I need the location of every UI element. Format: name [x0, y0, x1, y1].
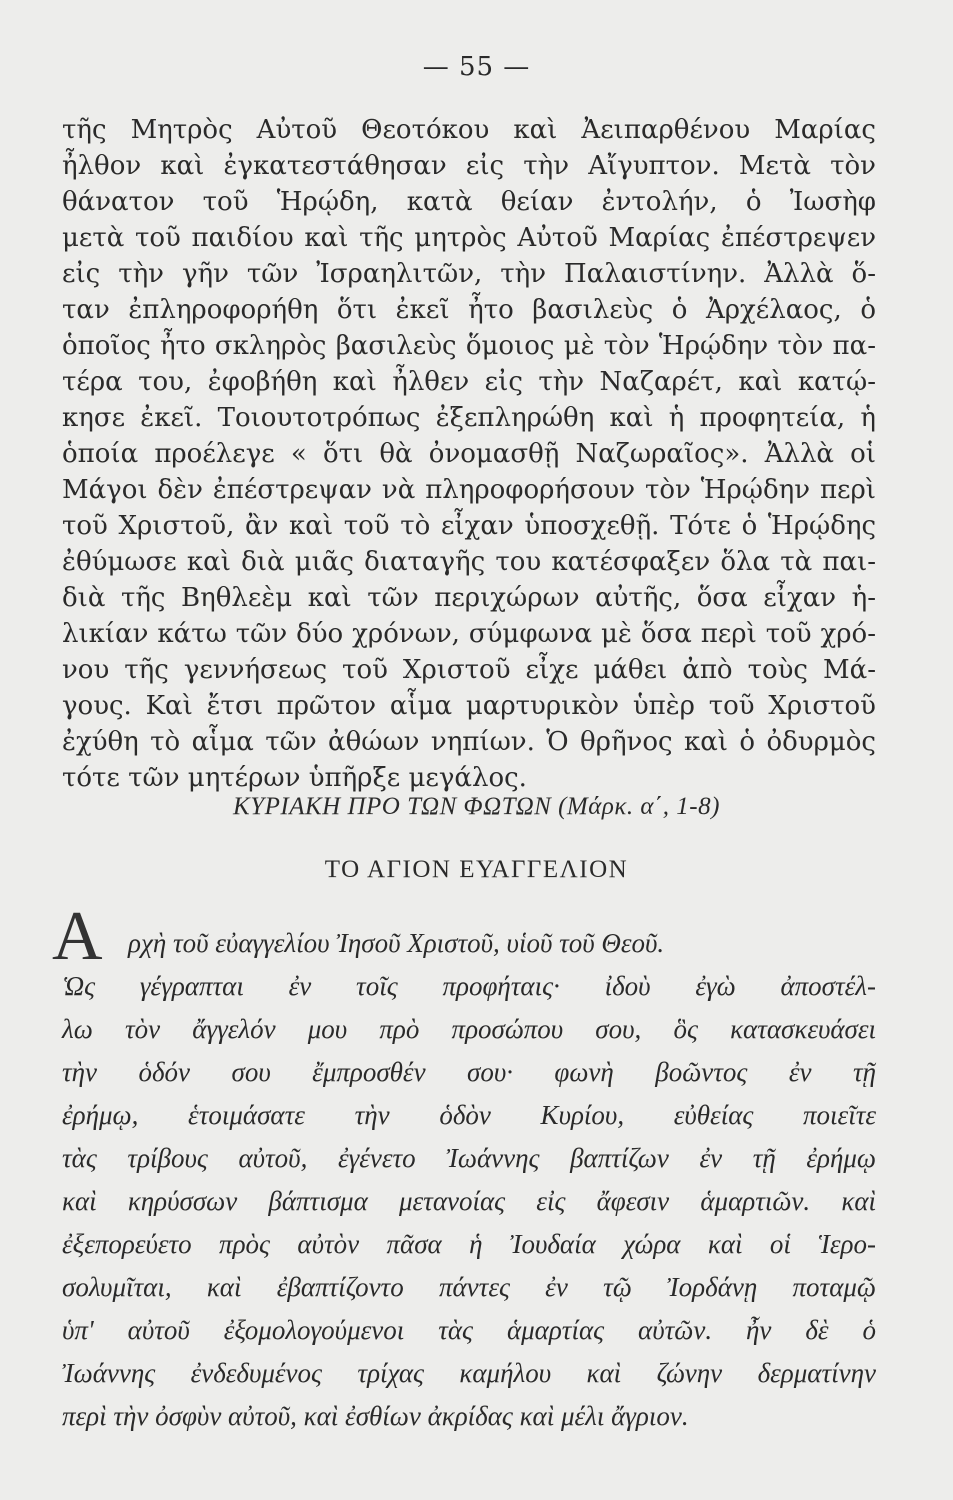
drop-cap: Α	[52, 898, 103, 975]
section-heading: ΚΥΡΙΑΚΗ ΠΡΟ ΤΩΝ ΦΩΤΩΝ (Μάρκ. α΄, 1-8)	[233, 793, 720, 820]
text-line: Μάγοι δὲν ἐπέστρεψαν νὰ πληροφορήσουν τὸν Ἡρῴδην περὶ	[62, 475, 876, 505]
text-line: κησε ἐκεῖ. Τοιουτοτρόπως ἐξεπληρώθη καὶ ἡ προφητεία, ἡ	[62, 403, 876, 433]
text-line: ὁποῖος ἦτο σκληρὸς βασιλεὺς ὅμοιος μὲ τὸν Ἡρῴδην τὸν πα-	[62, 331, 876, 361]
text-line: τέρα του, ἐφοβήθη καὶ ἦλθεν εἰς τὴν Ναζαρέτ, καὶ κατῴ-	[62, 367, 876, 397]
text-line: εἰς τὴν γῆν τῶν Ἰσραηλιτῶν, τὴν Παλαιστίνην. Ἀλλὰ ὅ-	[62, 259, 876, 289]
text-line: μετὰ τοῦ παιδίου καὶ τῆς μητρὸς Αὐτοῦ Μαρίας ἐπέστρεψεν	[62, 223, 876, 253]
gospel-line: περὶ τὴν ὀσφὺν αὐτοῦ, καὶ ἐσθίων ἀκρίδας καὶ μέλι ἄγριον.	[62, 1401, 689, 1431]
text-line: νου τῆς γεννήσεως τοῦ Χριστοῦ εἶχε μάθει ἀπὸ τοὺς Μά-	[62, 655, 876, 685]
text-line: τοῦ Χριστοῦ, ἂν καὶ τοῦ τὸ εἶχαν ὑποσχεθῇ. Τότε ὁ Ἡρῴδης	[62, 511, 876, 541]
text-line: τῆς Μητρὸς Αὐτοῦ Θεοτόκου καὶ Ἀειπαρθένου Μαρίας	[62, 115, 876, 145]
text-line: ἐχύθη τὸ αἷμα τῶν ἀθώων νηπίων. Ὁ θρῆνος καὶ ὁ ὀδυρμὸς	[62, 727, 876, 757]
gospel-line: ἐρήμῳ, ἑτοιμάσατε τὴν ὁδὸν Κυρίου, εὐθείας ποιεῖτε	[62, 1100, 876, 1130]
page-number: — 55 —	[422, 52, 531, 82]
text-line: ἦλθον καὶ ἐγκατεστάθησαν εἰς τὴν Αἴγυπτον. Μετὰ τὸν	[62, 151, 876, 181]
section-subheading: ΤΟ ΑΓΙΟΝ ΕΥΑΓΓΕΛΙΟΝ	[324, 856, 629, 883]
gospel-line: τὴν ὁδόν σου ἔμπροσθέν σου· φωνὴ βοῶντος ἐν τῇ	[62, 1057, 876, 1087]
text-line: ταν ἐπληροφορήθη ὅτι ἐκεῖ ἦτο βασιλεὺς ὁ Ἀρχέλαος, ὁ	[62, 295, 876, 325]
gospel-line: σολυμῖται, καὶ ἐβαπτίζοντο πάντες ἐν τῷ Ἰορδάνῃ ποταμῷ	[62, 1272, 876, 1302]
gospel-line: ὑπ' αὐτοῦ ἐξομολογούμενοι τὰς ἁμαρτίας αὐτῶν. ἦν δὲ ὁ	[62, 1315, 876, 1345]
text-line: ὁποία προέλεγε « ὅτι θὰ ὀνομασθῇ Ναζωραῖος». Ἀλλὰ οἱ	[62, 439, 876, 469]
gospel-line: καὶ κηρύσσων βάπτισμα μετανοίας εἰς ἄφεσιν ἁμαρτιῶν. καὶ	[62, 1186, 876, 1216]
gospel-line: Ἰωάννης ἐνδεδυμένος τρίχας καμήλου καὶ ζώνην δερματίνην	[62, 1358, 876, 1388]
text-line: ἐθύμωσε καὶ διὰ μιᾶς διαταγῆς του κατέσφαξεν ὅλα τὰ παι-	[62, 547, 876, 577]
gospel-line: ἐξεπορεύετο πρὸς αὐτὸν πᾶσα ἡ Ἰουδαία χώρα καὶ οἱ Ἱερο-	[62, 1229, 876, 1259]
gospel-line: ρχὴ τοῦ εὐαγγελίου Ἰησοῦ Χριστοῦ, υἱοῦ τοῦ Θεοῦ.	[128, 928, 665, 958]
text-line: λικίαν κάτω τῶν δύο χρόνων, σύμφωνα μὲ ὅσα περὶ τοῦ χρό-	[62, 619, 876, 649]
text-line: διὰ τῆς Βηθλεὲμ καὶ τῶν περιχώρων αὐτῆς, ὅσα εἶχαν ἡ-	[62, 583, 876, 613]
gospel-line: τὰς τρίβους αὐτοῦ, ἐγένετο Ἰωάννης βαπτίζων ἐν τῇ ἐρήμῳ	[62, 1143, 876, 1173]
text-line: γους. Καὶ ἔτσι πρῶτον αἷμα μαρτυρικὸν ὑπὲρ τοῦ Χριστοῦ	[62, 691, 876, 721]
text-line: θάνατον τοῦ Ἡρῴδη, κατὰ θείαν ἐντολήν, ὁ Ἰωσὴφ	[62, 187, 876, 217]
text-line: τότε τῶν μητέρων ὑπῆρξε μεγάλος.	[62, 763, 527, 793]
gospel-line: Ὡς γέγραπται ἐν τοῖς προφήταις· ἰδοὺ ἐγὼ ἀποστέλ-	[62, 971, 876, 1001]
gospel-line: λω τὸν ἄγγελόν μου πρὸ προσώπου σου, ὃς κατασκευάσει	[62, 1014, 876, 1044]
